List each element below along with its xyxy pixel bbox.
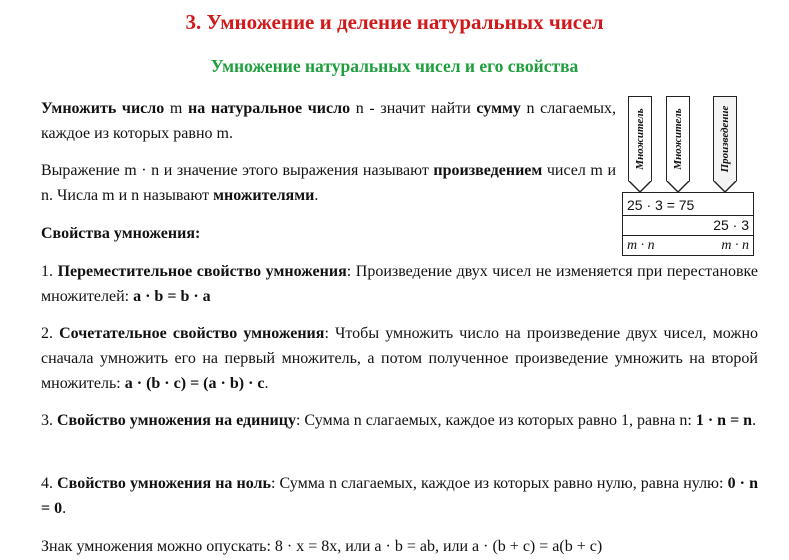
tag-label: Множитель <box>672 108 684 170</box>
property-4 <box>41 471 758 521</box>
diagram-table <box>622 192 754 256</box>
tag-label: Множитель <box>634 108 646 170</box>
text: n слагаемых, каждое из которых равно m. <box>41 100 617 142</box>
text: : Чтобы умножить число на произведение двух чисел, можно сначала умножить его на первый множитель, а потом полученное произведение умножить на второй множитель: <box>41 325 759 392</box>
term: произведением <box>433 162 543 179</box>
property-3 <box>41 408 758 433</box>
property-name: Переместительное свойство умножения <box>57 263 347 280</box>
tag-label: Произведение <box>719 105 731 173</box>
formula: a · b = b · a <box>133 288 211 305</box>
term: на натуральное число <box>188 100 351 117</box>
num: 4. <box>41 475 58 492</box>
term: сумму <box>476 100 521 117</box>
text: чисел m и n. Числа m и n называют <box>41 162 616 204</box>
num: 3. <box>41 412 57 429</box>
expression-paragraph <box>41 158 616 208</box>
product-row: 25 · 3 <box>623 215 753 235</box>
text: : Произведение двух чисел не изменяется при перестановке множителей: <box>41 263 759 305</box>
num: 1. <box>41 263 58 280</box>
property-name: Свойство умножения на единицу <box>57 412 296 429</box>
factors-letters: m · n <box>627 238 655 253</box>
term: множителями <box>213 187 315 204</box>
multiplication-diagram <box>622 96 752 252</box>
text: n - значит найти <box>350 100 477 117</box>
num: 2. <box>41 325 60 342</box>
factor-tag <box>666 96 690 181</box>
property-2 <box>41 321 758 396</box>
text: m <box>164 100 189 117</box>
property-name: Свойство умножения на ноль <box>57 475 271 492</box>
text: . <box>62 500 67 517</box>
property-name: Сочетательное свойство умножения <box>59 325 325 342</box>
text: . <box>314 187 319 204</box>
definition-paragraph <box>41 96 616 146</box>
formula: a · (b · c) = (a · b) · c <box>124 375 265 392</box>
equation-row: 25 · 3 = 75 <box>627 197 695 213</box>
page-title: 3. Умножение и деление натуральных чисел <box>185 10 604 34</box>
heading-text: Свойства умножения: <box>41 225 201 242</box>
formula: 0 · n = 0 <box>41 475 759 517</box>
product-letters: m · n <box>721 238 749 253</box>
text: . <box>752 412 757 429</box>
properties-heading <box>41 221 200 246</box>
section-subtitle: Умножение натуральных чисел и его свойства <box>210 56 579 76</box>
formula: 1 · n = n <box>695 412 753 429</box>
letters-row <box>623 235 753 255</box>
text: : Сумма n слагаемых, каждое из которых равно 1, равна n: <box>295 412 696 429</box>
text: Выражение m · n и значение этого выражения называют <box>41 162 434 179</box>
term: Умножить число <box>41 100 165 117</box>
note-paragraph: Знак умножения можно опускать: 8 · x = 8x, или a · b = ab, или a · (b + c) = a(b + c) <box>41 538 603 555</box>
product-tag <box>713 96 737 181</box>
factor-tag <box>628 96 652 181</box>
text: : Сумма n слагаемых, каждое из которых равно нулю, равна нулю: <box>270 475 728 492</box>
property-1 <box>41 259 758 309</box>
text: . <box>264 375 269 392</box>
